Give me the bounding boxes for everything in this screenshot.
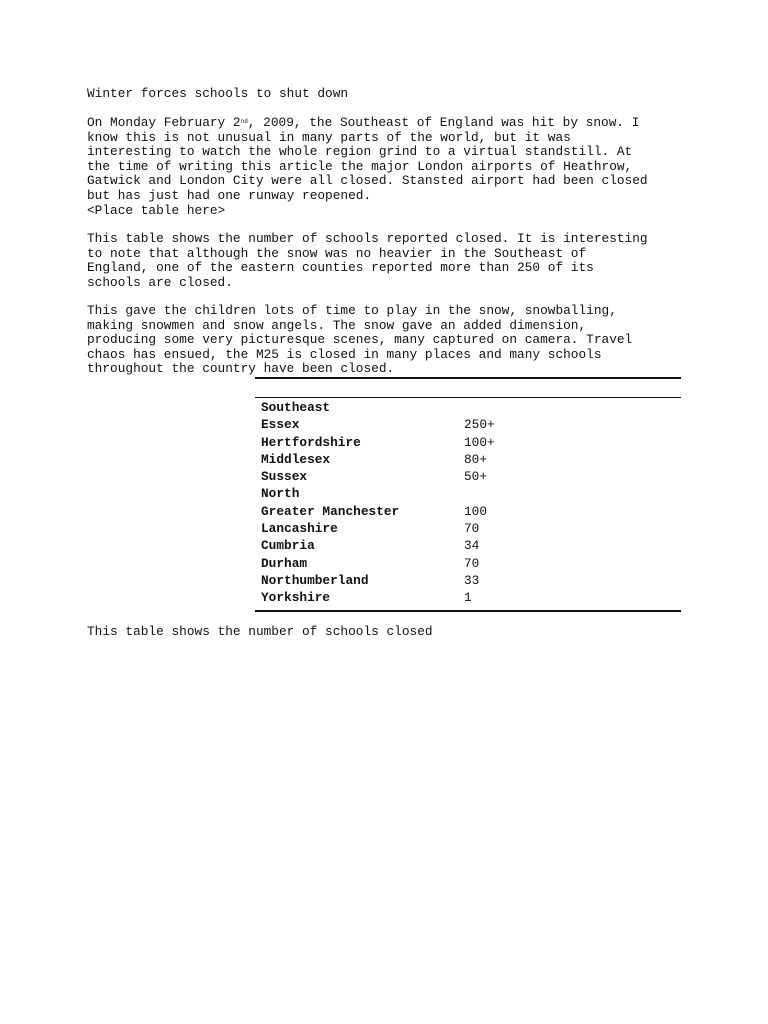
- ordinal-suffix: nd: [240, 118, 248, 125]
- table-row: [255, 416, 681, 433]
- region-name-cell: Hertfordshire: [261, 434, 361, 450]
- region-name-cell: Essex: [261, 417, 300, 433]
- closure-count-cell: 100: [464, 503, 488, 519]
- region-name-cell: Lancashire: [261, 521, 338, 537]
- closure-count-cell: 34: [464, 538, 480, 554]
- region-name-cell: North: [261, 486, 300, 502]
- table-row: [255, 503, 681, 520]
- region-name-cell: Greater Manchester: [261, 503, 400, 519]
- table-header-row: [255, 379, 681, 398]
- paragraph-intro-rest: know this is not unusual in many parts of the world, but it was interesting to watch the whole region grind to a virtual standstill. At the time of writing this article the major London airports of Heathrow, Gatwick and London City were all closed. Stansted airport had been closed but has just had one runway reopened. <Place table here>: [87, 129, 648, 218]
- closure-count-cell: 70: [464, 521, 480, 537]
- closure-count-cell: 250+: [464, 417, 495, 433]
- closure-count-cell: 70: [464, 555, 480, 571]
- table-caption: This table shows the number of schools closed: [87, 624, 433, 639]
- closure-count-cell: 80+: [464, 451, 488, 467]
- region-name-cell: Sussex: [261, 469, 308, 485]
- paragraph-intro-line1-rest: , 2009, the Southeast of England was hit by snow. I: [247, 115, 640, 130]
- paragraph-intro: [87, 116, 707, 218]
- table-row: [255, 589, 681, 606]
- region-name-cell: Cumbria: [261, 538, 315, 554]
- closure-count-cell: 50+: [464, 469, 488, 485]
- region-name-cell: Yorkshire: [261, 590, 331, 606]
- paragraph-children-play: This gave the children lots of time to play in the snow, snowballing, making snowmen and snow angels. The snow gave an added dimension, producing some very picturesque scenes, many captured on camera. Travel chaos has ensued, the M25 is closed in many places and many schools throughout the country have been closed.: [87, 303, 633, 377]
- table-row: [255, 520, 681, 537]
- table-body: [255, 398, 681, 610]
- table-row: [255, 468, 681, 485]
- paragraph-intro-start: On Monday February 2: [87, 115, 241, 130]
- region-name-cell: Durham: [261, 555, 308, 571]
- region-name-cell: Middlesex: [261, 451, 331, 467]
- closure-count-cell: 33: [464, 572, 480, 588]
- closure-count-cell: 100+: [464, 434, 495, 450]
- school-closures-table: [255, 377, 681, 612]
- table-row: [255, 572, 681, 589]
- region-name-cell: Northumberland: [261, 572, 369, 588]
- region-name-cell: Southeast: [261, 400, 331, 415]
- table-row: [255, 537, 681, 554]
- table-row: [255, 485, 681, 502]
- table-row: [255, 399, 681, 416]
- paragraph-table-note: This table shows the number of schools reported closed. It is interesting to note that although the snow was no heavier in the Southeast of England, one of the eastern counties reported more than 250 of its schools are closed.: [87, 231, 648, 290]
- table-row: [255, 451, 681, 468]
- table-row: [255, 434, 681, 451]
- closure-count-cell: 1: [464, 590, 472, 606]
- document-title: Winter forces schools to shut down: [87, 86, 349, 101]
- table-row: [255, 555, 681, 572]
